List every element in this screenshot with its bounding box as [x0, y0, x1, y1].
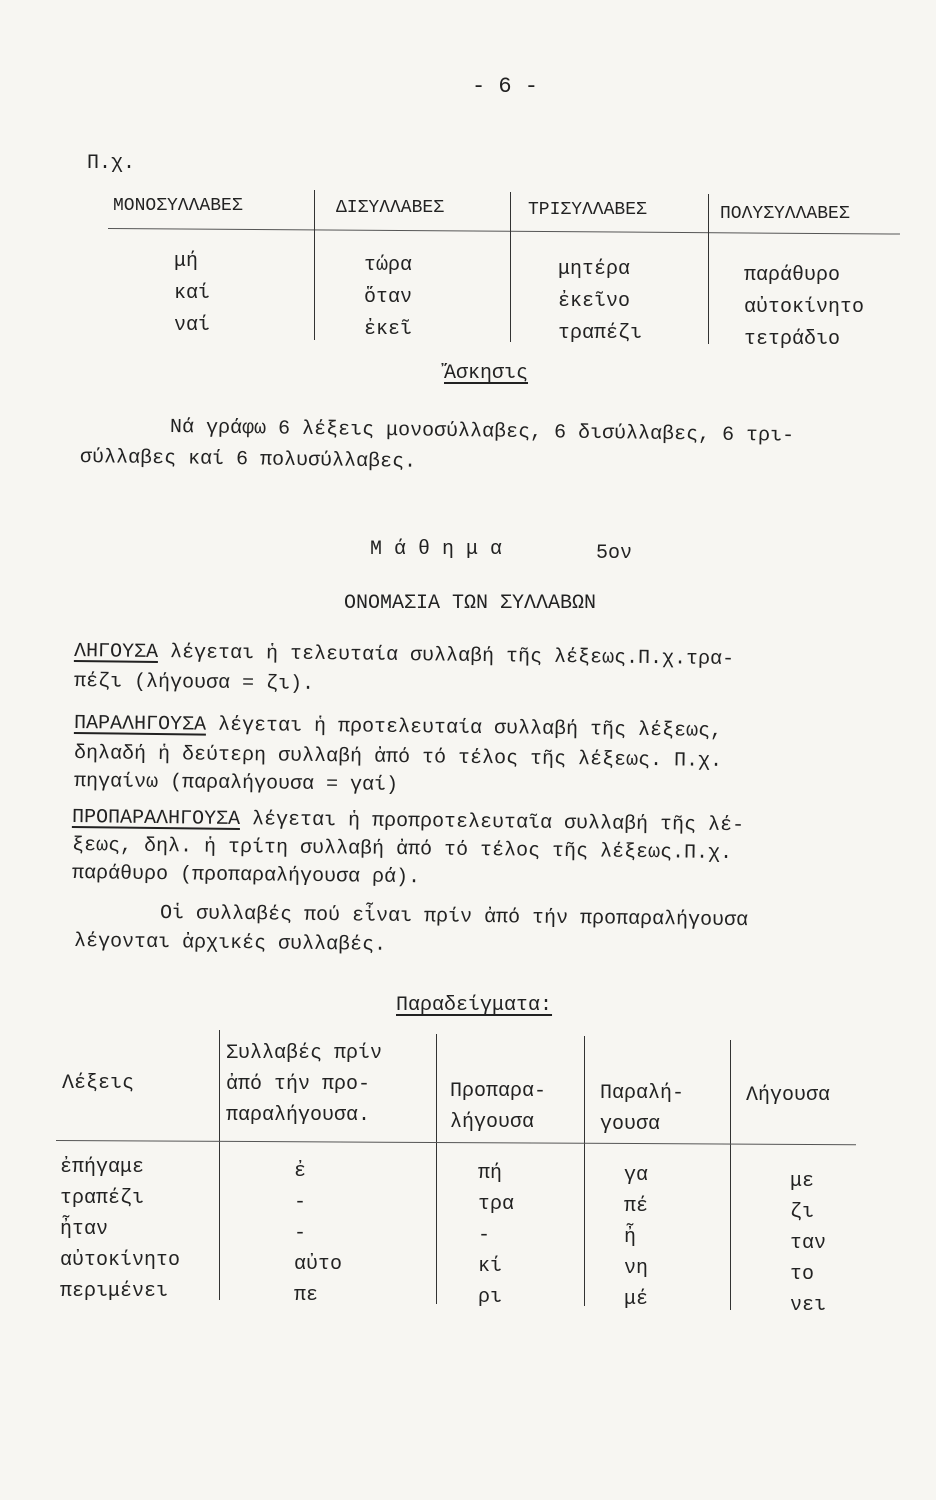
table-cell: - [294, 1222, 307, 1245]
table-cell: μέ [624, 1288, 649, 1311]
list-item: τραπέζι [558, 322, 643, 345]
table1-divider [314, 190, 315, 340]
table-cell: με [790, 1170, 815, 1193]
header-line: λήγουσα [450, 1111, 535, 1134]
paragraph-text: λέγεται ἡ προτελευταία συλλαβή τῆς λέξεως, [205, 713, 723, 743]
paragraph-text: λέγεται ἡ τελευταία συλλαβή τῆς λέξεως.Π.χ.τρα- [157, 641, 735, 672]
header-line: Παραλή- [600, 1082, 685, 1105]
table-cell: ρι [478, 1286, 503, 1309]
header-line: παραλήγουσα. [226, 1104, 371, 1127]
table-cell: - [294, 1191, 307, 1214]
lesson-number: 5ον [596, 542, 633, 565]
table2-divider [436, 1034, 437, 1304]
table-cell: - [478, 1224, 491, 1247]
list-item: ἐκεῖ [364, 318, 413, 341]
term-paraligousa: ΠΑΡΑΛΗΓΟΥΣΑ [73, 712, 207, 737]
header-line: Συλλαβές πρίν [226, 1042, 383, 1065]
table2-divider [584, 1036, 585, 1306]
header-antepenult [450, 1076, 546, 1138]
table1-column-poly [744, 260, 864, 356]
list-item: τετράδιο [744, 328, 841, 351]
table1-column-mono [174, 246, 210, 342]
header-line: γουσα [600, 1113, 661, 1136]
table-cell: γα [624, 1164, 649, 1187]
table-cell: νη [624, 1257, 649, 1280]
table2-header-rule [56, 1140, 856, 1145]
table-cell: ἦ [624, 1226, 637, 1249]
header-monosyllables: ΜΟΝΟΣΥΛΛΑΒΕΣ [113, 196, 243, 216]
term-proparaligousa: ΠΡΟΠΑΡΑΛΗΓΟΥΣΑ [71, 806, 241, 832]
table-cell: ζι [790, 1201, 815, 1224]
table-cell: τραπέζι [60, 1187, 145, 1210]
example-label: Π.χ. [87, 152, 136, 175]
header-polysyllables: ΠΟΛΥΣΥΛΛΑΒΕΣ [720, 204, 850, 224]
column-initial [294, 1156, 342, 1311]
list-item: ναί [174, 314, 211, 337]
table-cell: νει [790, 1294, 827, 1317]
header-line: ἀπό τήν προ- [226, 1073, 371, 1096]
column-words [60, 1152, 180, 1307]
header-words: Λέξεις [62, 1072, 135, 1095]
table1-column-tri [558, 254, 642, 350]
table-cell: ἦταν [60, 1218, 109, 1241]
list-item: καί [174, 282, 211, 305]
list-item: αὐτοκίνητο [744, 296, 865, 319]
paragraph-line: πηγαίνω (παραλήγουσα = γαί) [73, 770, 399, 797]
table-cell: περιμένει [60, 1280, 169, 1303]
paragraph-line: παράθυρο (προπαραλήγουσα ρά). [71, 862, 421, 890]
table-cell: αὐτοκίνητο [60, 1249, 181, 1272]
list-item: παράθυρο [744, 264, 841, 287]
paragraph-line: δηλαδή ἡ δεύτερη συλλαβή ἀπό τό τέλος τῆς λέξεως. Π.χ. [73, 742, 723, 773]
table-cell: ἐ [294, 1160, 307, 1183]
table1-column-di [364, 250, 412, 346]
table2-divider [219, 1030, 220, 1300]
lesson-title: Μ ά θ η μ α [370, 538, 503, 561]
term-ligousa: ΛΗΓΟΥΣΑ [73, 640, 159, 665]
table-cell: τρα [478, 1193, 515, 1216]
header-line: Προπαρα- [450, 1080, 547, 1103]
column-final [790, 1166, 826, 1321]
table-cell: ἐπήγαμε [60, 1156, 145, 1179]
exercise-line: Νά γράφω 6 λέξεις μονοσύλλαβες, 6 δισύλλαβες, 6 τρι- [169, 416, 795, 448]
lesson-subtitle: ΟΝΟΜΑΣΙΑ ΤΩΝ ΣΥΛΛΑΒΩΝ [344, 592, 597, 615]
list-item: μή [174, 250, 199, 273]
column-penult [624, 1160, 648, 1315]
header-final: Λήγουσα [746, 1084, 831, 1107]
exercise-line: σύλλαβες καί 6 πολυσύλλαβες. [79, 446, 417, 474]
paragraph-text: λέγεται ἡ προπροτελευταῖα συλλαβή τῆς λέ- [239, 808, 745, 838]
table1-divider [708, 194, 709, 344]
paragraph-line [74, 640, 734, 671]
paragraph-line: λέγονται ἀρχικές συλλαβές. [73, 930, 387, 957]
table-cell: αὐτο [294, 1253, 343, 1276]
paragraph-line: πέζι (λήγουσα = ζι). [73, 670, 315, 696]
list-item: τώρα [364, 254, 413, 277]
list-item: μητέρα [558, 258, 631, 281]
paragraph-line: ξεως, δηλ. ἡ τρίτη συλλαβή ἀπό τό τέλος τῆς λέξεως.Π.χ. [71, 834, 733, 866]
table2-divider [730, 1040, 731, 1310]
table1-header-rule [108, 228, 900, 235]
table-cell: ταν [790, 1232, 827, 1255]
header-disyllables: ΔΙΣΥΛΛΑΒΕΣ [336, 198, 445, 218]
exercise-title: Ἄσκησις [444, 362, 529, 385]
table-cell: πέ [624, 1195, 649, 1218]
header-penult [600, 1078, 684, 1140]
table-cell: το [790, 1263, 815, 1286]
list-item: ὅταν [364, 286, 413, 309]
list-item: ἐκεῖνο [558, 290, 631, 313]
paragraph-line [72, 806, 744, 837]
table-cell: πε [294, 1284, 319, 1307]
header-initial [226, 1038, 382, 1131]
table-cell: κί [478, 1255, 503, 1278]
paragraph-line [74, 712, 722, 743]
column-antepenult [478, 1158, 514, 1313]
header-trisyllables: ΤΡΙΣΥΛΛΑΒΕΣ [528, 200, 647, 220]
paragraph-line: Οἱ συλλαβές πού εἶναι πρίν ἀπό τήν προπαραλήγουσα [159, 902, 749, 933]
page-number: - 6 - [472, 74, 539, 99]
examples-title: Παραδείγματα: [396, 994, 553, 1017]
table1-divider [510, 192, 511, 342]
table-cell: πή [478, 1162, 503, 1185]
